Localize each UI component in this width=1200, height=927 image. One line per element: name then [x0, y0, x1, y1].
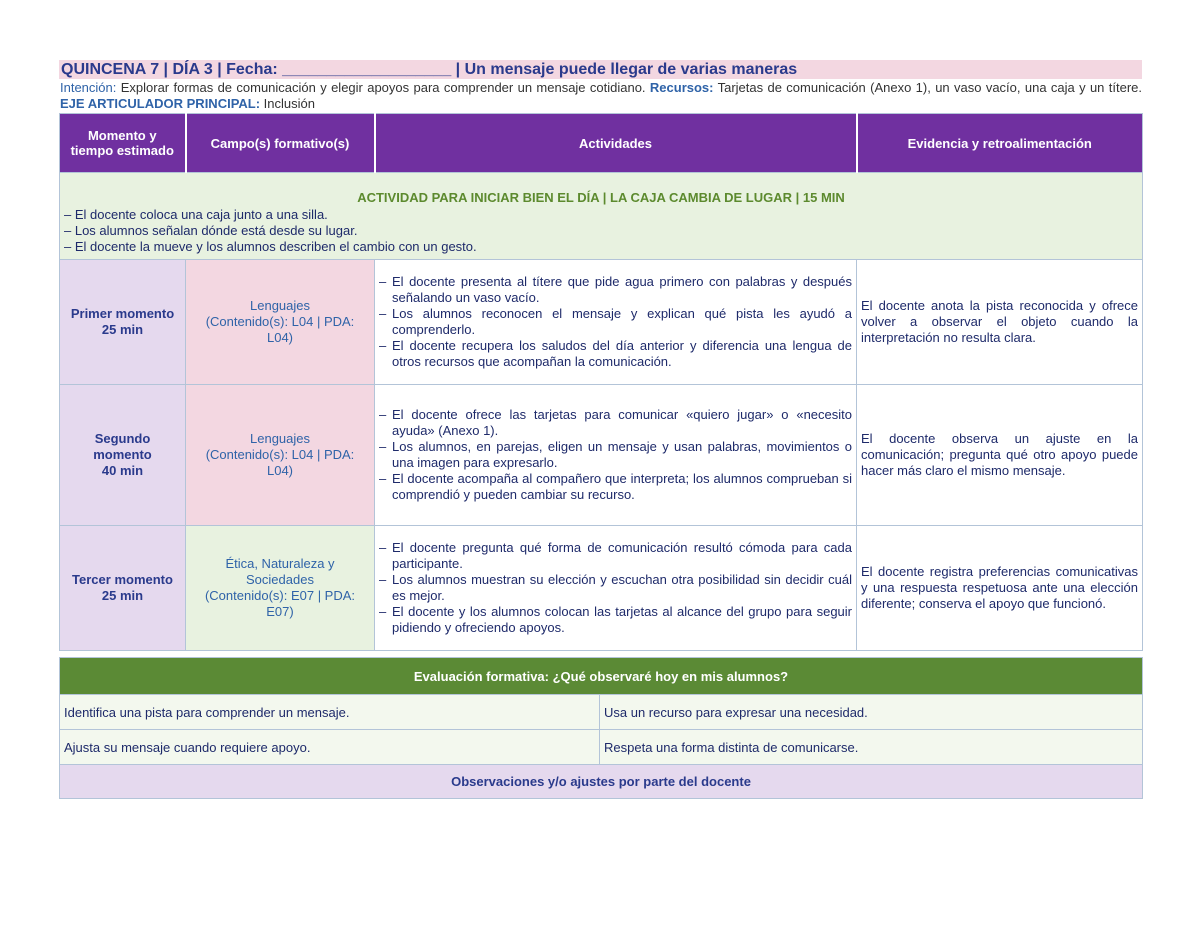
eje-label: EJE ARTICULADOR PRINCIPAL:: [60, 95, 261, 111]
actividad-item: – El docente y los alumnos colocan las tarjetas al alcance del grupo para seguir pidiendo y ofreciendo apoyos.: [379, 604, 852, 636]
table-row: [60, 526, 1143, 651]
column-header-evidencia: Evidencia y retroalimentación: [857, 114, 1143, 173]
intencion-label: Intención:: [60, 80, 117, 95]
actividad-item: – El docente recupera los saludos del día anterior y diferencia una lengua de otros recursos que acompañan la comunicación.: [379, 338, 852, 370]
actividad-item: – El docente ofrece las tarjetas para comunicar «quiero jugar» o «necesito ayuda» (Anexo 1).: [379, 407, 852, 439]
evaluacion-table: [59, 657, 1143, 799]
column-header-actividades: Actividades: [375, 114, 857, 173]
momento-label: Segundo momento: [93, 431, 152, 462]
campo-label: Lenguajes: [250, 298, 310, 313]
table-row: [60, 385, 1143, 526]
intro-paragraph: [60, 80, 1142, 111]
eje-text: Inclusión: [260, 95, 315, 111]
inicio-line: – El docente la mueve y los alumnos describen el cambio con un gesto.: [64, 238, 477, 254]
planning-table: [59, 113, 1143, 651]
actividad-item: – Los alumnos, en parejas, eligen un mensaje y usan palabras, movimientos o una imagen para expresarlo.: [379, 439, 852, 471]
campo-cell: [186, 385, 375, 526]
momento-cell: [60, 385, 186, 526]
momento-cell: [60, 260, 186, 385]
evidencia-cell: El docente registra preferencias comunicativas y una respuesta respetuosa ante una elección diferente; conserva el apoyo que funcionó.: [857, 526, 1143, 651]
campo-label: Ética, Naturaleza y Sociedades: [225, 556, 335, 587]
campo-cell: [186, 526, 375, 651]
campo-contenido: (Contenido(s): E07 | PDA: E07): [204, 588, 356, 619]
actividades-cell: [375, 385, 857, 526]
actividades-cell: [375, 526, 857, 651]
intencion-text: Explorar formas de comunicación y elegir apoyos para comprender un mensaje cotidiano.: [116, 80, 650, 95]
table-row: [60, 260, 1143, 385]
inicio-line: – El docente coloca una caja junto a una silla.: [64, 206, 328, 222]
evidencia-cell: El docente observa un ajuste en la comunicación; pregunta qué otro apoyo puede hacer más claro el mismo mensaje.: [857, 385, 1143, 526]
momento-cell: [60, 526, 186, 651]
momento-label: Primer momento: [70, 306, 175, 321]
inicio-title: ACTIVIDAD PARA INICIAR BIEN EL DÍA | LA CAJA CAMBIA DE LUGAR | 15 MIN: [357, 189, 845, 205]
evidencia-cell: El docente anota la pista reconocida y ofrece volver a observar el objeto cuando la interpretación no resulta clara.: [857, 260, 1143, 385]
evaluacion-title: Evaluación formativa: ¿Qué observaré hoy en mis alumnos?: [60, 658, 1143, 695]
inicio-line: – Los alumnos señalan dónde está desde su lugar.: [64, 222, 358, 238]
actividad-item: – Los alumnos reconocen el mensaje y explican qué pista les ayudó a comprenderlo.: [379, 306, 852, 338]
evaluacion-item: Usa un recurso para expresar una necesidad.: [600, 695, 1143, 730]
column-header-campo: Campo(s) formativo(s): [186, 114, 375, 173]
momento-label: Tercer momento: [72, 572, 173, 587]
observaciones-row: Observaciones y/o ajustes por parte del docente: [60, 765, 1143, 799]
campo-label: Lenguajes: [250, 431, 310, 446]
column-header-momento: Momento y tiempo estimado: [60, 114, 186, 173]
actividad-item: – El docente acompaña al compañero que interpreta; los alumnos comprueban si comprendió y pueden cambiar su recurso.: [379, 471, 852, 503]
actividades-cell: [375, 260, 857, 385]
campo-cell: [186, 260, 375, 385]
inicio-cell: [60, 173, 1143, 260]
evaluacion-item: Respeta una forma distinta de comunicarse.: [600, 730, 1143, 765]
recursos-label: Recursos:: [649, 80, 714, 95]
campo-contenido: (Contenido(s): L04 | PDA: L04): [205, 447, 355, 478]
inicio-row: [60, 173, 1143, 260]
page-title: QUINCENA 7 | DÍA 3 | Fecha: ___________________ | Un mensaje puede llegar de varias maneras: [59, 60, 1142, 79]
momento-tiempo: 25 min: [101, 588, 144, 603]
evaluacion-item: Identifica una pista para comprender un mensaje.: [60, 695, 600, 730]
table-header-row: [60, 114, 1143, 173]
actividad-item: – El docente pregunta qué forma de comunicación resultó cómoda para cada participante.: [379, 540, 852, 572]
actividad-item: – Los alumnos muestran su elección y escuchan otra posibilidad sin decidir cuál es mejor.: [379, 572, 852, 604]
actividad-item: – El docente presenta al títere que pide agua primero con palabras y después señalando un vaso vacío.: [379, 274, 852, 306]
campo-contenido: (Contenido(s): L04 | PDA: L04): [205, 314, 355, 345]
momento-tiempo: 40 min: [101, 463, 144, 478]
momento-tiempo: 25 min: [101, 322, 144, 337]
evaluacion-item: Ajusta su mensaje cuando requiere apoyo.: [60, 730, 600, 765]
recursos-text: Tarjetas de comunicación (Anexo 1), un vaso vacío, una caja y un títere.: [713, 80, 1142, 95]
